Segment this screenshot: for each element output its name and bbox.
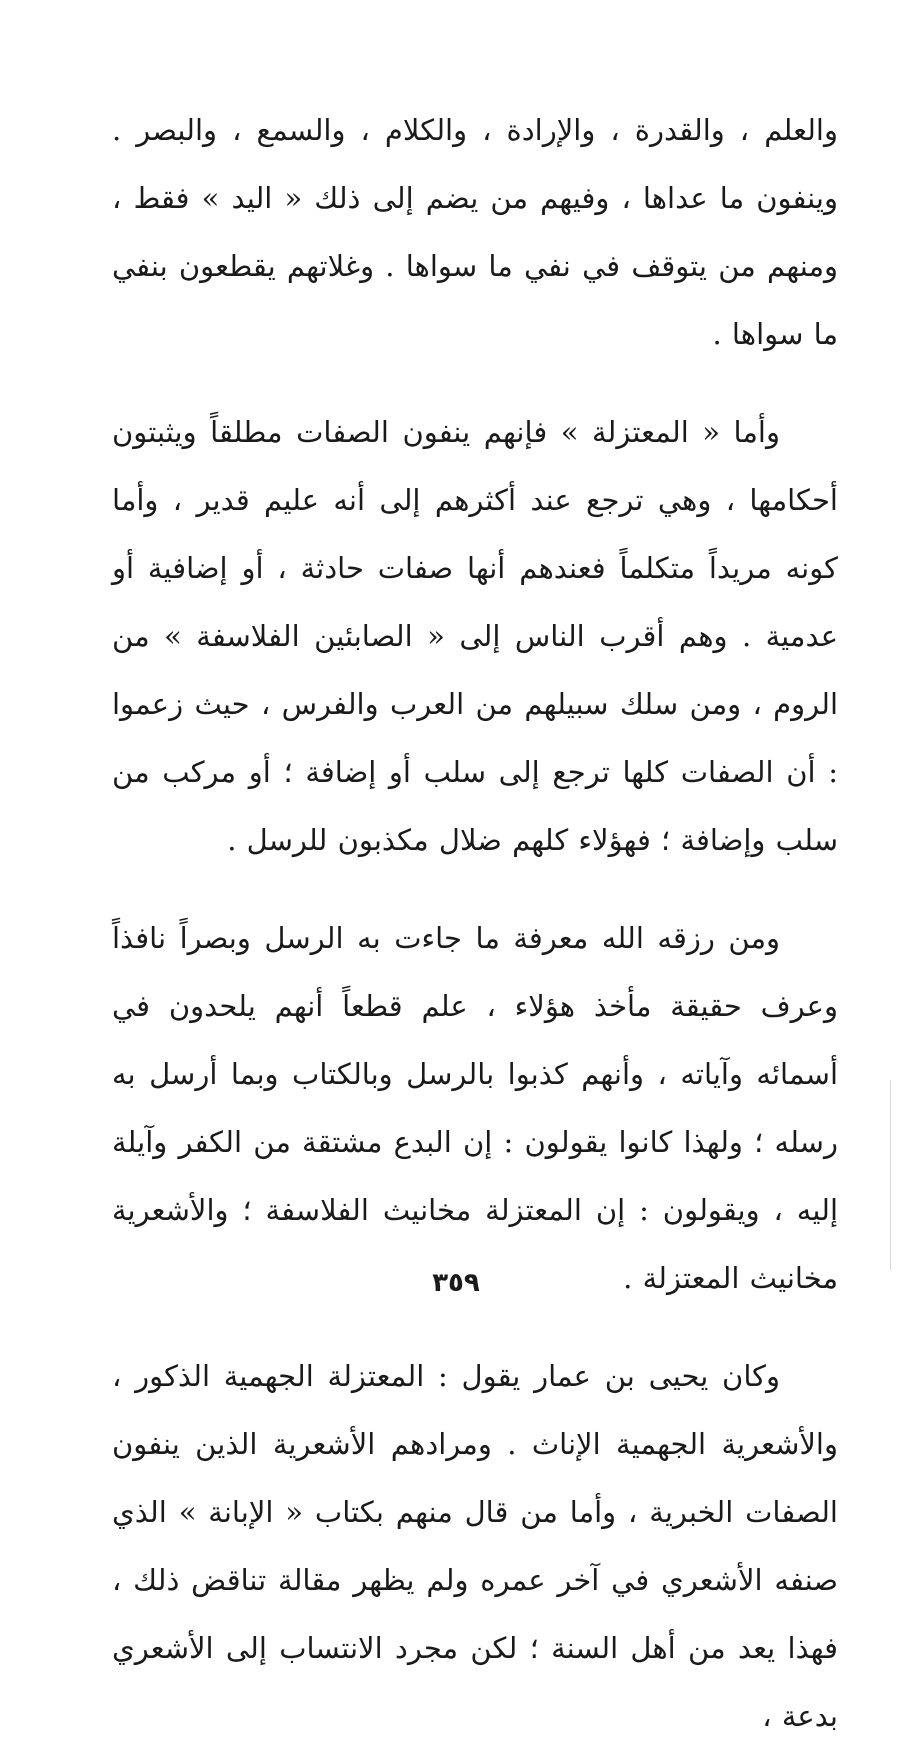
- paragraph-1: والعلم ، والقدرة ، والإرادة ، والكلام ، والسمع ، والبصر . وينفون ما عداها ، وفيهم من يضم إلى ذلك « اليد » فقط ، ومنهم من يتوقف في نفي ما سواها . وغلاتهم يقطعون بنفي ما سواها .: [112, 113, 838, 351]
- paragraph-4: وكان يحيى بن عمار يقول : المعتزلة الجهمية الذكور ، والأشعرية الجهمية الإناث . ومرادهم الأشعرية الذين ينفون الصفات الخبرية ، وأما من قال منهم بكتاب « الإبانة » الذي صنفه الأشعري في آخر عمره ولم يظهر مقالة تناقض ذلك ، فهذا يعد من أهل السنة ؛ لكن مجرد الانتساب إلى الأشعري بدعة ،: [112, 1359, 838, 1733]
- page-number: ٣٥٩: [432, 1268, 480, 1298]
- paragraph-gap: [112, 368, 838, 398]
- paragraph-gap: [112, 874, 838, 904]
- paragraph-gap: [112, 1312, 838, 1342]
- scan-margin-line: [890, 1080, 891, 1270]
- paragraph-3: ومن رزقه الله معرفة ما جاءت به الرسل وبصراً نافذاً وعرف حقيقة مأخذ هؤلاء ، علم قطعاً أنهم يلحدون في أسمائه وآياته ، وأنهم كذبوا بالرسل وبالكتاب وبما أرسل به رسله ؛ ولهذا كانوا يقولون : إن البدع مشتقة من الكفر وآيلة إليه ، ويقولون : إن المعتزلة مخانيث الفلاسفة ؛ والأشعرية مخانيث المعتزلة .: [112, 921, 838, 1295]
- paragraph-2: وأما « المعتزلة » فإنهم ينفون الصفات مطلقاً ويثبتون أحكامها ، وهي ترجع عند أكثرهم إلى أنه عليم قدير ، وأما كونه مريداً متكلماً فعندهم أنها صفات حادثة ، أو إضافية أو عدمية . وهم أقرب الناس إلى « الصابئين الفلاسفة » من الروم ، ومن سلك سبيلهم من العرب والفرس ، حيث زعموا : أن الصفات كلها ترجع إلى سلب أو إضافة ؛ أو مركب من سلب وإضافة ؛ فهؤلاء كلهم ضلال مكذبون للرسل .: [112, 415, 838, 857]
